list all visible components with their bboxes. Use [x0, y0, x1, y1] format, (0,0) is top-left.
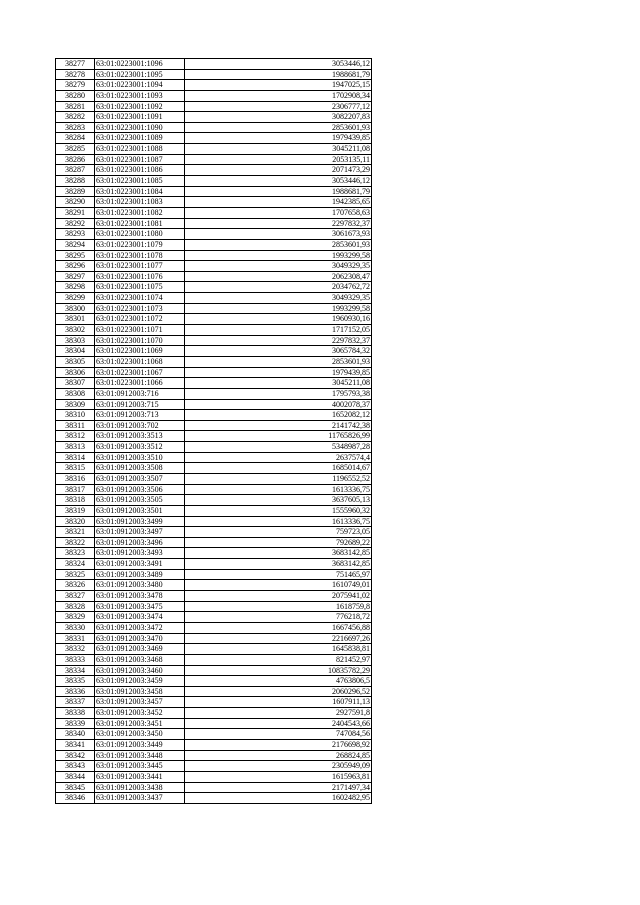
- row-number-cell: 38296: [56, 261, 95, 272]
- cadastral-value-cell: 4002078,37: [185, 399, 372, 410]
- cadastral-number-cell: 63:01:0223001:1072: [95, 314, 185, 325]
- cadastral-number-cell: 63:01:0912003:3474: [95, 612, 185, 623]
- row-number-cell: 38295: [56, 250, 95, 261]
- cadastral-number-cell: 63:01:0223001:1071: [95, 325, 185, 336]
- table-row: [56, 271, 372, 282]
- table-row: [56, 207, 372, 218]
- table-row: [56, 601, 372, 612]
- table-row: [56, 569, 372, 580]
- row-number-cell: 38320: [56, 516, 95, 527]
- cadastral-value-cell: 3683142,85: [185, 559, 372, 570]
- row-number-cell: 38331: [56, 633, 95, 644]
- row-number-cell: 38310: [56, 410, 95, 421]
- cadastral-number-cell: 63:01:0912003:702: [95, 420, 185, 431]
- table-row: [56, 239, 372, 250]
- table-row: [56, 612, 372, 623]
- cadastral-value-cell: 776218,72: [185, 612, 372, 623]
- table-row: [56, 399, 372, 410]
- cadastral-value-cell: 3082207,83: [185, 112, 372, 123]
- cadastral-number-cell: 63:01:0912003:3497: [95, 527, 185, 538]
- cadastral-value-cell: 2053135,11: [185, 154, 372, 165]
- cadastral-number-cell: 63:01:0223001:1073: [95, 303, 185, 314]
- cadastral-number-cell: 63:01:0223001:1089: [95, 133, 185, 144]
- row-number-cell: 38337: [56, 697, 95, 708]
- cadastral-value-cell: 1610749,01: [185, 580, 372, 591]
- row-number-cell: 38329: [56, 612, 95, 623]
- row-number-cell: 38303: [56, 335, 95, 346]
- cadastral-number-cell: 63:01:0223001:1081: [95, 218, 185, 229]
- cadastral-value-cell: 1667456,88: [185, 622, 372, 633]
- table-row: [56, 356, 372, 367]
- cadastral-value-cell: 1618759,8: [185, 601, 372, 612]
- table-row: [56, 782, 372, 793]
- row-number-cell: 38302: [56, 325, 95, 336]
- cadastral-number-cell: 63:01:0912003:715: [95, 399, 185, 410]
- table-row: [56, 793, 372, 804]
- row-number-cell: 38278: [56, 69, 95, 80]
- cadastral-number-cell: 63:01:0223001:1070: [95, 335, 185, 346]
- cadastral-value-cell: 3065784,32: [185, 346, 372, 357]
- table-row: [56, 473, 372, 484]
- cadastral-number-cell: 63:01:0912003:3505: [95, 495, 185, 506]
- cadastral-value-cell: 2853601,93: [185, 239, 372, 250]
- row-number-cell: 38317: [56, 484, 95, 495]
- table-row: [56, 505, 372, 516]
- row-number-cell: 38335: [56, 676, 95, 687]
- cadastral-value-cell: 821452,97: [185, 654, 372, 665]
- row-number-cell: 38345: [56, 782, 95, 793]
- cadastral-value-cell: 5348987,28: [185, 442, 372, 453]
- row-number-cell: 38327: [56, 591, 95, 602]
- row-number-cell: 38294: [56, 239, 95, 250]
- cadastral-number-cell: 63:01:0912003:716: [95, 388, 185, 399]
- row-number-cell: 38293: [56, 229, 95, 240]
- row-number-cell: 38343: [56, 761, 95, 772]
- row-number-cell: 38284: [56, 133, 95, 144]
- table-row: [56, 261, 372, 272]
- cadastral-number-cell: 63:01:0223001:1069: [95, 346, 185, 357]
- cadastral-value-cell: 1702908,34: [185, 90, 372, 101]
- cadastral-value-cell: 2853601,93: [185, 356, 372, 367]
- table-row: [56, 750, 372, 761]
- cadastral-number-cell: 63:01:0223001:1092: [95, 101, 185, 112]
- table-row: [56, 484, 372, 495]
- row-number-cell: 38307: [56, 378, 95, 389]
- table-row: [56, 633, 372, 644]
- cadastral-value-cell: 1979439,85: [185, 133, 372, 144]
- cadastral-value-cell: 2075941,02: [185, 591, 372, 602]
- cadastral-number-cell: 63:01:0912003:3513: [95, 431, 185, 442]
- row-number-cell: 38322: [56, 537, 95, 548]
- table-row: [56, 303, 372, 314]
- table-row: [56, 548, 372, 559]
- table-row: [56, 165, 372, 176]
- row-number-cell: 38316: [56, 473, 95, 484]
- cadastral-value-cell: 3049329,35: [185, 293, 372, 304]
- table-row: [56, 676, 372, 687]
- table-row: [56, 59, 372, 70]
- table-row: [56, 740, 372, 751]
- cadastral-value-cell: 2305949,09: [185, 761, 372, 772]
- row-number-cell: 38279: [56, 80, 95, 91]
- cadastral-value-cell: 792689,22: [185, 537, 372, 548]
- cadastral-number-cell: 63:01:0912003:3496: [95, 537, 185, 548]
- cadastral-number-cell: 63:01:0912003:713: [95, 410, 185, 421]
- cadastral-number-cell: 63:01:0223001:1094: [95, 80, 185, 91]
- cadastral-number-cell: 63:01:0912003:3489: [95, 569, 185, 580]
- cadastral-value-cell: 2062308,47: [185, 271, 372, 282]
- cadastral-value-cell: 2216697,26: [185, 633, 372, 644]
- row-number-cell: 38332: [56, 644, 95, 655]
- cadastral-number-cell: 63:01:0223001:1086: [95, 165, 185, 176]
- cadastral-number-cell: 63:01:0223001:1068: [95, 356, 185, 367]
- table-row: [56, 665, 372, 676]
- table-row: [56, 154, 372, 165]
- table-row: [56, 112, 372, 123]
- cadastral-number-cell: 63:01:0912003:3470: [95, 633, 185, 644]
- cadastral-value-cell: 2297832,37: [185, 218, 372, 229]
- row-number-cell: 38334: [56, 665, 95, 676]
- row-number-cell: 38287: [56, 165, 95, 176]
- row-number-cell: 38280: [56, 90, 95, 101]
- table-row: [56, 516, 372, 527]
- row-number-cell: 38305: [56, 356, 95, 367]
- table-row: [56, 282, 372, 293]
- cadastral-number-cell: 63:01:0223001:1096: [95, 59, 185, 70]
- row-number-cell: 38313: [56, 442, 95, 453]
- cadastral-value-cell: 2171497,34: [185, 782, 372, 793]
- table-row: [56, 622, 372, 633]
- cadastral-number-cell: 63:01:0912003:3501: [95, 505, 185, 516]
- row-number-cell: 38298: [56, 282, 95, 293]
- cadastral-value-cell: 1707658,63: [185, 207, 372, 218]
- cadastral-value-cell: 1196552,52: [185, 473, 372, 484]
- cadastral-value-cell: 1615963,81: [185, 771, 372, 782]
- cadastral-number-cell: 63:01:0912003:3475: [95, 601, 185, 612]
- table-row: [56, 410, 372, 421]
- cadastral-value-cell: 1645838,81: [185, 644, 372, 655]
- table-row: [56, 250, 372, 261]
- cadastral-value-cell: 1993299,58: [185, 303, 372, 314]
- cadastral-number-cell: 63:01:0912003:3448: [95, 750, 185, 761]
- table-row: [56, 176, 372, 187]
- cadastral-value-cell: 747084,56: [185, 729, 372, 740]
- table-row: [56, 335, 372, 346]
- cadastral-value-cell: 2071473,29: [185, 165, 372, 176]
- cadastral-value-cell: 1988681,79: [185, 69, 372, 80]
- table-row: [56, 218, 372, 229]
- row-number-cell: 38326: [56, 580, 95, 591]
- cadastral-number-cell: 63:01:0223001:1066: [95, 378, 185, 389]
- cadastral-number-cell: 63:01:0912003:3493: [95, 548, 185, 559]
- row-number-cell: 38289: [56, 186, 95, 197]
- cadastral-number-cell: 63:01:0223001:1077: [95, 261, 185, 272]
- cadastral-value-cell: 1993299,58: [185, 250, 372, 261]
- cadastral-value-cell: 2853601,93: [185, 122, 372, 133]
- cadastral-value-cell: 3061673,93: [185, 229, 372, 240]
- row-number-cell: 38282: [56, 112, 95, 123]
- row-number-cell: 38277: [56, 59, 95, 70]
- cadastral-number-cell: 63:01:0912003:3458: [95, 686, 185, 697]
- table-row: [56, 293, 372, 304]
- row-number-cell: 38308: [56, 388, 95, 399]
- cadastral-number-cell: 63:01:0223001:1067: [95, 367, 185, 378]
- table-row: [56, 718, 372, 729]
- cadastral-number-cell: 63:01:0912003:3457: [95, 697, 185, 708]
- table-row: [56, 697, 372, 708]
- table-row: [56, 708, 372, 719]
- row-number-cell: 38311: [56, 420, 95, 431]
- table-row: [56, 133, 372, 144]
- row-number-cell: 38290: [56, 197, 95, 208]
- cadastral-value-cell: 1652082,12: [185, 410, 372, 421]
- row-number-cell: 38299: [56, 293, 95, 304]
- table-row: [56, 80, 372, 91]
- cadastral-number-cell: 63:01:0223001:1074: [95, 293, 185, 304]
- row-number-cell: 38340: [56, 729, 95, 740]
- row-number-cell: 38330: [56, 622, 95, 633]
- cadastral-number-cell: 63:01:0223001:1095: [95, 69, 185, 80]
- cadastral-number-cell: 63:01:0912003:3510: [95, 452, 185, 463]
- row-number-cell: 38309: [56, 399, 95, 410]
- row-number-cell: 38328: [56, 601, 95, 612]
- row-number-cell: 38333: [56, 654, 95, 665]
- cadastral-number-cell: 63:01:0912003:3460: [95, 665, 185, 676]
- cadastral-number-cell: 63:01:0223001:1083: [95, 197, 185, 208]
- cadastral-number-cell: 63:01:0223001:1093: [95, 90, 185, 101]
- row-number-cell: 38338: [56, 708, 95, 719]
- cadastral-value-cell: 3637605,13: [185, 495, 372, 506]
- cadastral-value-cell: 2404543,66: [185, 718, 372, 729]
- cadastral-number-cell: 63:01:0912003:3512: [95, 442, 185, 453]
- cadastral-number-cell: 63:01:0912003:3451: [95, 718, 185, 729]
- cadastral-number-cell: 63:01:0912003:3506: [95, 484, 185, 495]
- table-body: [56, 59, 372, 804]
- cadastral-value-cell: 10835782,29: [185, 665, 372, 676]
- cadastral-value-cell: 3049329,35: [185, 261, 372, 272]
- cadastral-value-cell: 2034762,72: [185, 282, 372, 293]
- cadastral-value-cell: 268824,85: [185, 750, 372, 761]
- cadastral-number-cell: 63:01:0223001:1078: [95, 250, 185, 261]
- row-number-cell: 38325: [56, 569, 95, 580]
- table-row: [56, 771, 372, 782]
- table-row: [56, 495, 372, 506]
- cadastral-number-cell: 63:01:0912003:3478: [95, 591, 185, 602]
- cadastral-value-cell: 3053446,12: [185, 59, 372, 70]
- cadastral-number-cell: 63:01:0912003:3508: [95, 463, 185, 474]
- cadastral-value-cell: 2141742,38: [185, 420, 372, 431]
- cadastral-number-cell: 63:01:0223001:1080: [95, 229, 185, 240]
- cadastral-number-cell: 63:01:0912003:3472: [95, 622, 185, 633]
- cadastral-number-cell: 63:01:0912003:3452: [95, 708, 185, 719]
- row-number-cell: 38344: [56, 771, 95, 782]
- cadastral-value-cell: 2297832,37: [185, 335, 372, 346]
- table-row: [56, 144, 372, 155]
- cadastral-value-cell: 751465,97: [185, 569, 372, 580]
- cadastral-number-cell: 63:01:0912003:3449: [95, 740, 185, 751]
- cadastral-value-cell: 1607911,13: [185, 697, 372, 708]
- cadastral-value-cell: 4763806,5: [185, 676, 372, 687]
- row-number-cell: 38301: [56, 314, 95, 325]
- cadastral-number-cell: 63:01:0223001:1085: [95, 176, 185, 187]
- cadastral-number-cell: 63:01:0912003:3499: [95, 516, 185, 527]
- row-number-cell: 38288: [56, 176, 95, 187]
- cadastral-value-table: [55, 58, 372, 804]
- table-row: [56, 431, 372, 442]
- row-number-cell: 38321: [56, 527, 95, 538]
- row-number-cell: 38304: [56, 346, 95, 357]
- cadastral-value-cell: 2927591,8: [185, 708, 372, 719]
- cadastral-value-cell: 3045211,08: [185, 378, 372, 389]
- table-row: [56, 761, 372, 772]
- cadastral-value-cell: 1960930,16: [185, 314, 372, 325]
- table-row: [56, 378, 372, 389]
- cadastral-value-cell: 1979439,85: [185, 367, 372, 378]
- table-row: [56, 325, 372, 336]
- cadastral-number-cell: 63:01:0912003:3437: [95, 793, 185, 804]
- cadastral-number-cell: 63:01:0912003:3441: [95, 771, 185, 782]
- table-row: [56, 591, 372, 602]
- row-number-cell: 38339: [56, 718, 95, 729]
- cadastral-number-cell: 63:01:0912003:3491: [95, 559, 185, 570]
- cadastral-value-cell: 2637574,4: [185, 452, 372, 463]
- row-number-cell: 38291: [56, 207, 95, 218]
- row-number-cell: 38314: [56, 452, 95, 463]
- cadastral-value-cell: 3045211,08: [185, 144, 372, 155]
- cadastral-value-cell: 1717152,05: [185, 325, 372, 336]
- cadastral-value-cell: 1795793,38: [185, 388, 372, 399]
- cadastral-value-cell: 1555960,32: [185, 505, 372, 516]
- cadastral-number-cell: 63:01:0223001:1091: [95, 112, 185, 123]
- table-row: [56, 537, 372, 548]
- table-row: [56, 388, 372, 399]
- row-number-cell: 38342: [56, 750, 95, 761]
- cadastral-number-cell: 63:01:0223001:1079: [95, 239, 185, 250]
- cadastral-value-cell: 3683142,85: [185, 548, 372, 559]
- row-number-cell: 38300: [56, 303, 95, 314]
- cadastral-value-cell: 2306777,12: [185, 101, 372, 112]
- cadastral-value-cell: 2060296,52: [185, 686, 372, 697]
- table-row: [56, 122, 372, 133]
- row-number-cell: 38285: [56, 144, 95, 155]
- cadastral-number-cell: 63:01:0223001:1084: [95, 186, 185, 197]
- table-row: [56, 69, 372, 80]
- row-number-cell: 38346: [56, 793, 95, 804]
- cadastral-value-cell: 1613336,75: [185, 516, 372, 527]
- table-row: [56, 729, 372, 740]
- cadastral-value-cell: 1613336,75: [185, 484, 372, 495]
- table-row: [56, 90, 372, 101]
- table-row: [56, 654, 372, 665]
- row-number-cell: 38324: [56, 559, 95, 570]
- cadastral-number-cell: 63:01:0223001:1090: [95, 122, 185, 133]
- cadastral-number-cell: 63:01:0912003:3459: [95, 676, 185, 687]
- row-number-cell: 38323: [56, 548, 95, 559]
- table-row: [56, 186, 372, 197]
- table-row: [56, 686, 372, 697]
- table-row: [56, 559, 372, 570]
- table-row: [56, 367, 372, 378]
- cadastral-value-cell: 1947025,15: [185, 80, 372, 91]
- table-row: [56, 101, 372, 112]
- table-row: [56, 463, 372, 474]
- table-row: [56, 580, 372, 591]
- table-row: [56, 452, 372, 463]
- cadastral-number-cell: 63:01:0912003:3480: [95, 580, 185, 591]
- cadastral-number-cell: 63:01:0912003:3468: [95, 654, 185, 665]
- cadastral-value-cell: 759723,05: [185, 527, 372, 538]
- cadastral-value-cell: 2176698,92: [185, 740, 372, 751]
- row-number-cell: 38319: [56, 505, 95, 516]
- row-number-cell: 38306: [56, 367, 95, 378]
- cadastral-number-cell: 63:01:0912003:3507: [95, 473, 185, 484]
- cadastral-value-cell: 1602482,95: [185, 793, 372, 804]
- cadastral-number-cell: 63:01:0912003:3445: [95, 761, 185, 772]
- table-row: [56, 644, 372, 655]
- cadastral-number-cell: 63:01:0912003:3438: [95, 782, 185, 793]
- cadastral-value-cell: 1988681,79: [185, 186, 372, 197]
- cadastral-number-cell: 63:01:0223001:1076: [95, 271, 185, 282]
- table-row: [56, 229, 372, 240]
- cadastral-number-cell: 63:01:0223001:1087: [95, 154, 185, 165]
- table-row: [56, 346, 372, 357]
- row-number-cell: 38318: [56, 495, 95, 506]
- table-row: [56, 442, 372, 453]
- cadastral-value-cell: 3053446,12: [185, 176, 372, 187]
- cadastral-number-cell: 63:01:0223001:1075: [95, 282, 185, 293]
- row-number-cell: 38292: [56, 218, 95, 229]
- cadastral-value-cell: 1685014,67: [185, 463, 372, 474]
- table-row: [56, 314, 372, 325]
- row-number-cell: 38297: [56, 271, 95, 282]
- row-number-cell: 38315: [56, 463, 95, 474]
- cadastral-number-cell: 63:01:0912003:3450: [95, 729, 185, 740]
- table-row: [56, 197, 372, 208]
- cadastral-number-cell: 63:01:0223001:1088: [95, 144, 185, 155]
- cadastral-number-cell: 63:01:0223001:1082: [95, 207, 185, 218]
- cadastral-value-cell: 1942385,65: [185, 197, 372, 208]
- row-number-cell: 38283: [56, 122, 95, 133]
- cadastral-number-cell: 63:01:0912003:3469: [95, 644, 185, 655]
- cadastral-value-cell: 11765826,99: [185, 431, 372, 442]
- row-number-cell: 38281: [56, 101, 95, 112]
- table-row: [56, 527, 372, 538]
- row-number-cell: 38341: [56, 740, 95, 751]
- row-number-cell: 38312: [56, 431, 95, 442]
- row-number-cell: 38336: [56, 686, 95, 697]
- row-number-cell: 38286: [56, 154, 95, 165]
- table-row: [56, 420, 372, 431]
